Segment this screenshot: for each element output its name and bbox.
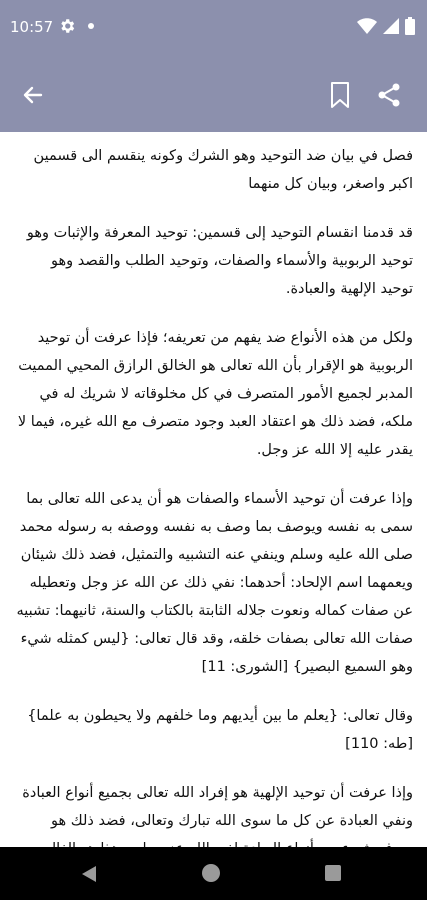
status-indicators [357,16,415,36]
back-triangle-icon[interactable] [80,864,98,884]
moon-icon [274,80,300,110]
reader-content[interactable] [0,132,427,847]
paragraph: وإذا عرفت أن توحيد الإلهية هو إفراد الله تعالى بجميع أنواع العبادة ونفي العبادة عن كل ما سوى الله تبارك وتعالى، فضد ذلك هو [22,785,413,829]
status-bar [0,0,427,56]
paragraph: وقال تعالى: {يعلم ما بين أيديهم وما خلفهم ولا يحيطون به علما} [طه: 110] [27,708,413,752]
share-button[interactable] [374,80,404,110]
article-text [0,132,427,891]
paragraph: فصل في بيان ضد التوحيد وهو الشرك وكونه ينقسم الى قسمين اكبر واصغر، وبيان كل منهما [33,148,413,192]
paragraph: ولكل من هذه الأنواع ضد يفهم من تعريفه؛ فإذا عرفت أن توحيد الربوبية هو الإقرار بأن الله تعالى هو الخالق الرازق المحيي المميت المدبر لجميع الأمور المتصرف في كل مخلوقاته لا شريك له في ملكه، فضد ذلك هو اعتقاد العبد وجود متصرف مع الله غيره، فيما لا يقدر عليه إلا الله عز وجل. [17,330,413,458]
app-bar [0,56,427,132]
paragraph: قد قدمنا انقسام التوحيد إلى قسمين: توحيد المعرفة والإثبات وهو توحيد الربوبية والأسماء والصفات، وتوحيد الطلب والقصد وهو توحيد الإلهية والعبادة. [26,225,413,297]
system-nav-bar [0,847,427,900]
gear-icon [58,17,76,35]
status-time: 10:57 [10,18,54,36]
back-button[interactable] [18,80,48,110]
back-arrow-icon [21,83,45,107]
bookmark-icon [329,81,351,109]
paragraph: وإذا عرفت أن توحيد الأسماء والصفات هو أن يدعى الله تعالى بما سمى به نفسه ويوصف بما وصف به نفسه ووصفه به رسوله محمد صلى الله عليه وسلم وينفي عنه التشبيه والتمثيل، فضد ذلك شيئان ويعمهما اسم الإلحاد: أحدهما: نفي ذلك عن الله عز وجل وتعطيله عن صفات كماله ونعوت جلاله الثابتة بالكتاب والسنة، ثانيهما: تشبيه صفات الله تعالى بصفات خلقه، وقد قال تعالى: {ليس كمثله شيء وهو السميع البصير} [الشورى: 11] [16,491,413,675]
share-icon [376,82,402,108]
bookmark-button[interactable] [325,80,355,110]
notification-dot [88,23,94,29]
home-circle-icon[interactable] [202,864,220,882]
night-mode-button[interactable] [272,80,302,110]
wifi-icon [357,18,377,34]
recents-square-icon[interactable] [325,865,341,881]
battery-icon [405,17,415,35]
signal-icon [383,18,399,34]
